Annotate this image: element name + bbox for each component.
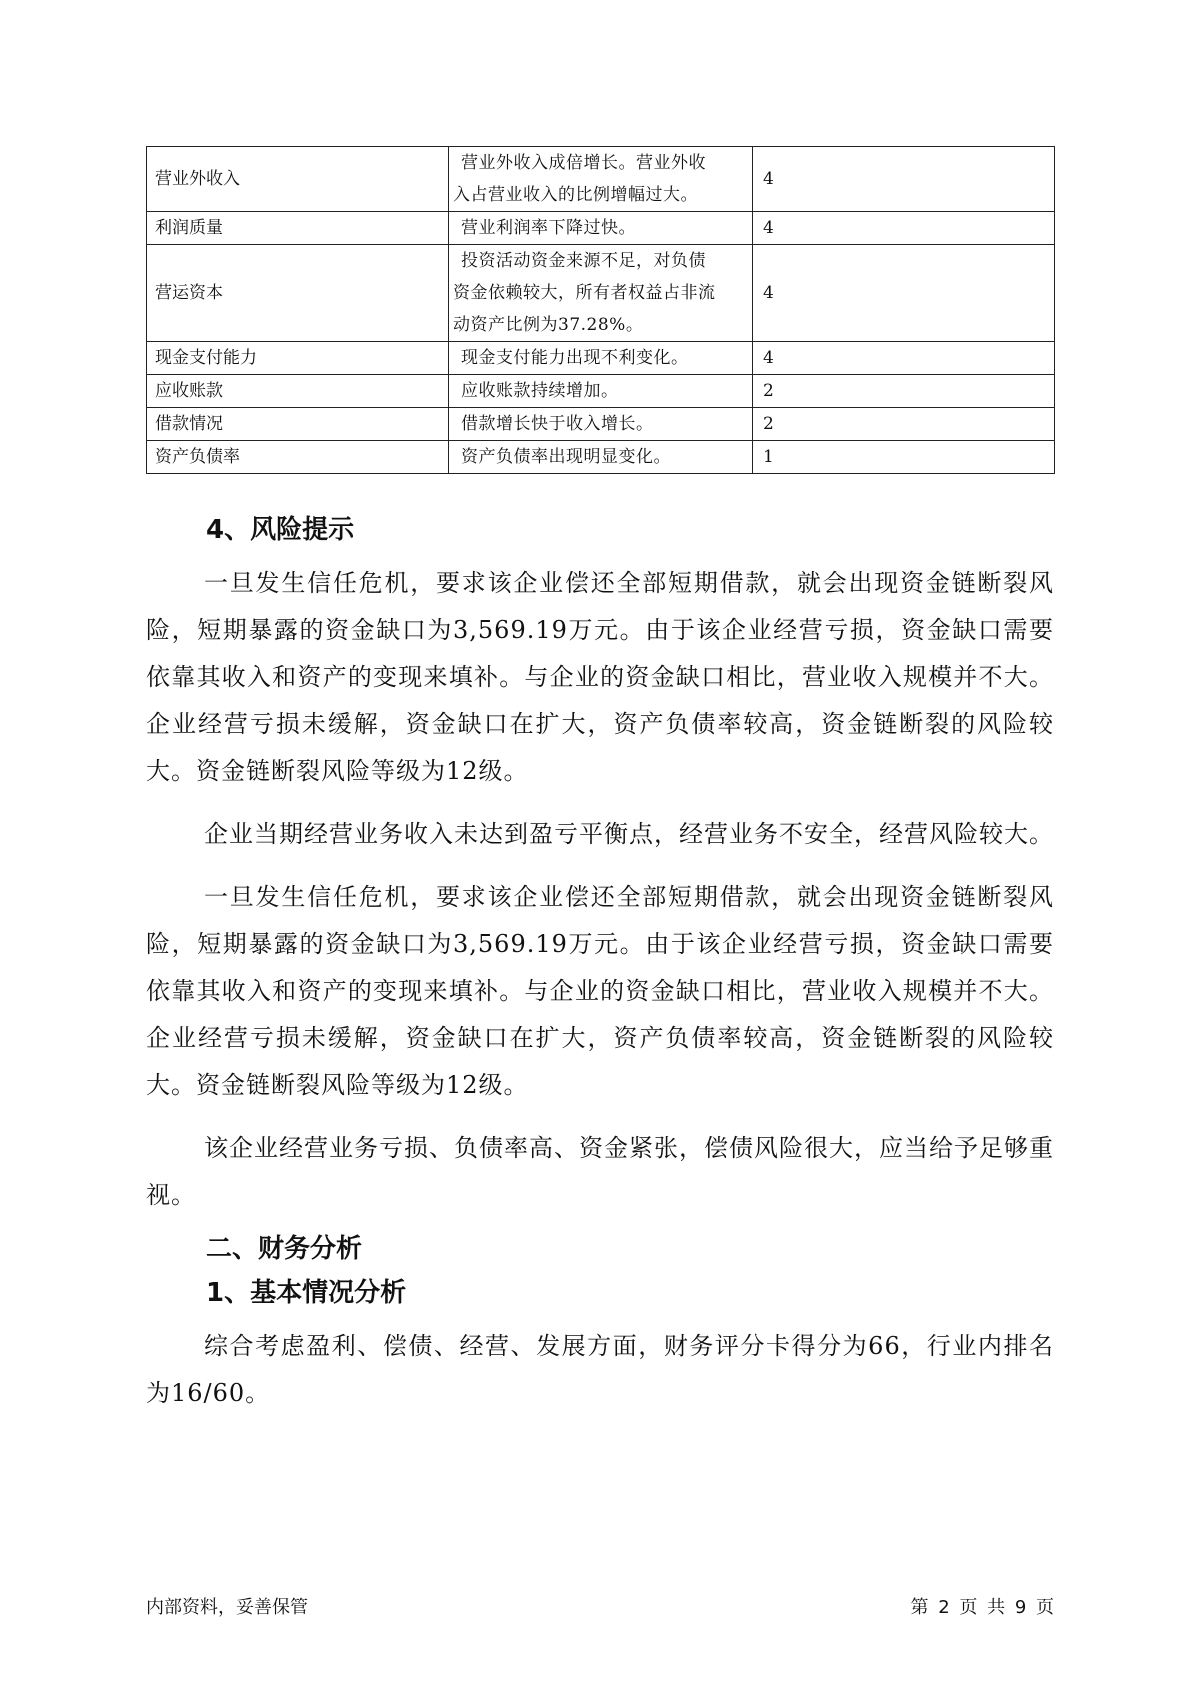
indicator-score: 4: [753, 342, 1055, 375]
financial-analysis-heading: 二、财务分析: [206, 1234, 363, 1264]
indicator-score: 4: [753, 147, 1055, 212]
indicator-name: 营业外收入: [147, 147, 449, 212]
confidential-note: 内部资料，妥善保管: [146, 1597, 308, 1618]
indicator-name: 借款情况: [147, 408, 449, 441]
table-row: [147, 245, 1055, 342]
indicator-name: 应收账款: [147, 375, 449, 408]
risk-paragraph: 一旦发生信任危机，要求该企业偿还全部短期借款，就会出现资金链断裂风险，短期暴露的资金缺口为3,569.19万元。由于该企业经营亏损，资金缺口需要依靠其收入和资产的变现来填补。与企业的资金缺口相比，营业收入规模并不大。企业经营亏损未缓解，资金缺口在扩大，资产负债率较高，资金链断裂的风险较大。资金链断裂风险等级为12级。: [146, 569, 1054, 785]
indicator-score: 1: [753, 441, 1055, 474]
basic-analysis-heading: 1、基本情况分析: [206, 1278, 407, 1308]
risk-indicator-table: [146, 146, 1055, 474]
page-number: 第 2 页 共 9 页: [910, 1597, 1054, 1618]
risk-paragraph: 一旦发生信任危机，要求该企业偿还全部短期借款，就会出现资金链断裂风险，短期暴露的资金缺口为3,569.19万元。由于该企业经营亏损，资金缺口需要依靠其收入和资产的变现来填补。与企业的资金缺口相比，营业收入规模并不大。企业经营亏损未缓解，资金缺口在扩大，资产负债率较高，资金链断裂的风险较大。资金链断裂风险等级为12级。: [146, 883, 1054, 1099]
table-row: [147, 441, 1055, 474]
indicator-description: 借款增长快于收入增长。: [449, 408, 753, 441]
table-row: [147, 147, 1055, 212]
table-row: [147, 408, 1055, 441]
table-row: [147, 375, 1055, 408]
indicator-description: 应收账款持续增加。: [449, 375, 753, 408]
indicator-score: 2: [753, 375, 1055, 408]
indicator-score: 4: [753, 245, 1055, 342]
indicator-name: 营运资本: [147, 245, 449, 342]
indicator-score: 2: [753, 408, 1055, 441]
document-body: [146, 510, 1054, 1417]
indicator-description: 资产负债率出现明显变化。: [449, 441, 753, 474]
risk-paragraph: 该企业经营业务亏损、负债率高、资金紧张，偿债风险很大，应当给予足够重视。: [146, 1134, 1054, 1209]
table-row: [147, 212, 1055, 245]
scorecard-paragraph: 综合考虑盈利、偿债、经营、发展方面，财务评分卡得分为66，行业内排名为16/60。: [146, 1332, 1054, 1407]
indicator-name: 资产负债率: [147, 441, 449, 474]
indicator-description: 现金支付能力出现不利变化。: [449, 342, 753, 375]
indicator-score: 4: [753, 212, 1055, 245]
indicator-name: 利润质量: [147, 212, 449, 245]
indicator-description: 投资活动资金来源不足，对负债 资金依赖较大，所有者权益占非流 动资产比例为37.28%。: [449, 245, 753, 342]
indicator-name: 现金支付能力: [147, 342, 449, 375]
risk-warning-heading: 4、风险提示: [206, 515, 355, 545]
risk-paragraph: 企业当期经营业务收入未达到盈亏平衡点，经营业务不安全，经营风险较大。: [204, 820, 1054, 848]
table-row: [147, 342, 1055, 375]
indicator-description: 营业外收入成倍增长。营业外收 入占营业收入的比例增幅过大。: [449, 147, 753, 212]
indicator-description: 营业利润率下降过快。: [449, 212, 753, 245]
